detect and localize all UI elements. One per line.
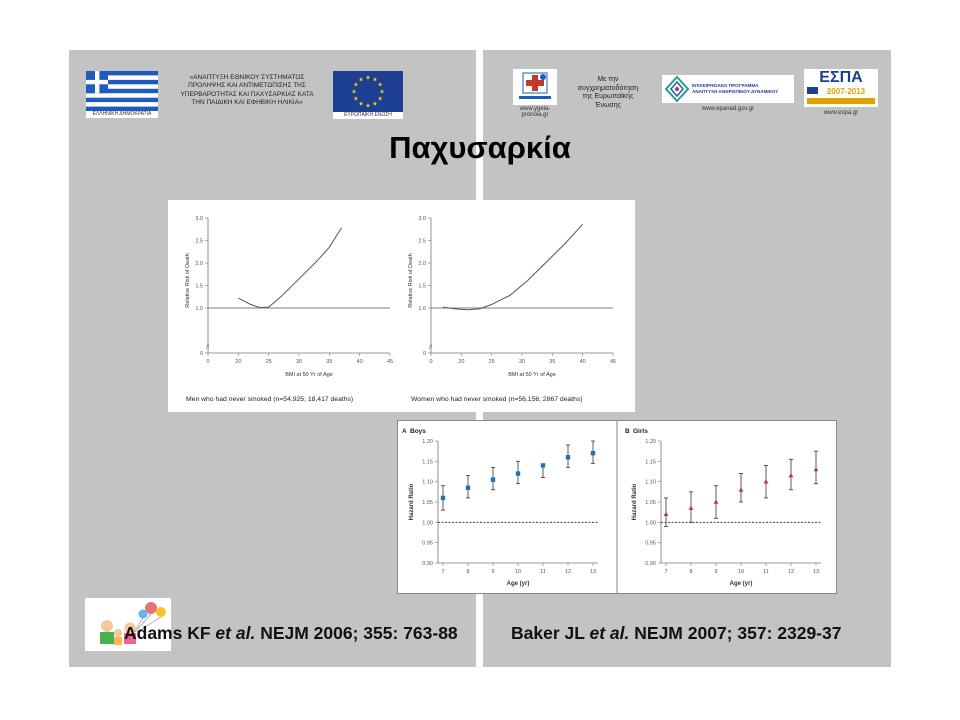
- y-tick-label: 1.10: [645, 479, 656, 486]
- y-tick-label: 1.5: [195, 283, 203, 290]
- epanad-line: ΕΠΙΧΕΙΡΗΣΙΑΚΟ ΠΡΟΓΡΑΜΜΑ: [692, 83, 759, 88]
- data-point: [764, 479, 769, 483]
- x-tick-label: 11: [763, 569, 769, 575]
- project-title-text: [168, 74, 326, 108]
- data-point: [664, 512, 669, 516]
- panel-title: Boys: [410, 428, 426, 435]
- y-tick-label: 3.0: [418, 216, 426, 222]
- ygeia-url: [510, 106, 560, 118]
- cofund-line: συγχρηματοδότηση: [577, 84, 639, 92]
- y-tick-label: 2.5: [195, 238, 203, 245]
- x-tick-label: 12: [564, 569, 572, 575]
- project-line: «ΑΝΑΠΤΥΞΗ ΕΘΝΙΚΟΥ ΣΥΣΤΗΜΑΤΟΣ: [189, 74, 305, 81]
- hazard-figure: [397, 420, 837, 594]
- citation-journal: NEJM 2007; 357: 2329-37: [634, 623, 842, 643]
- url-line: www.ygeia-: [519, 106, 551, 112]
- x-tick-label: 12: [787, 569, 795, 575]
- x-axis-label: Age (yr): [729, 581, 753, 587]
- x-tick-label: 0: [429, 359, 433, 365]
- x-tick-label: 0: [206, 359, 210, 365]
- espa-bar-icon: [804, 69, 878, 107]
- x-tick-label: 30: [295, 359, 303, 365]
- y-tick-label: 1.0: [418, 306, 426, 312]
- url-line: pronoia.gr: [521, 112, 549, 118]
- x-tick-label: 45: [386, 359, 394, 365]
- y-tick-label: 1.10: [422, 479, 433, 486]
- data-point: [441, 496, 445, 500]
- y-tick-label: 2.5: [418, 238, 426, 245]
- data-point: [739, 487, 744, 491]
- data-point: [466, 486, 470, 490]
- chart-caption: Women who had never smoked (n=56,156; 2867 deaths): [411, 396, 583, 403]
- y-tick-label: 1.05: [645, 500, 656, 506]
- x-tick-label: 25: [488, 359, 495, 365]
- x-tick-label: 40: [356, 359, 363, 365]
- espa-years: 2007-2013: [826, 87, 866, 96]
- project-line: ΤΗΝ ΠΑΙΔΙΚΗ ΚΑΙ ΕΦΗΒΙΚΗ ΗΛΙΚΙΑ»: [191, 99, 303, 107]
- epanad-line: ΑΝΑΠΤΥΞΗ ΑΝΘΡΩΠΙΝΟΥ ΔΥΝΑΜΙΚΟΥ: [692, 89, 779, 94]
- data-point: [689, 506, 694, 510]
- x-axis-label: BMI at 50 Yr of Age: [508, 372, 556, 378]
- cofund-line: Ένωσης: [594, 101, 622, 109]
- citation-journal: NEJM 2006; 355: 763-88: [260, 623, 458, 643]
- citation-etal: et al.: [215, 623, 256, 643]
- y-tick-label: 2.0: [195, 261, 203, 267]
- citation-etal: et al.: [589, 623, 630, 643]
- epanad-text: [692, 83, 778, 95]
- panel-letter: B: [625, 428, 630, 435]
- espa-logo: [804, 69, 878, 107]
- chart-caption: Men who had never smoked (n=54,925; 18,417 deaths): [186, 396, 354, 403]
- x-tick-label: 25: [265, 359, 272, 365]
- espa-url: www.espa.gr: [823, 110, 859, 116]
- data-point: [714, 499, 719, 503]
- x-tick-label: 7: [441, 569, 445, 575]
- citation-baker: [511, 623, 841, 644]
- y-tick-label: 1.05: [422, 500, 433, 506]
- x-tick-label: 11: [540, 569, 546, 575]
- data-point: [516, 471, 520, 475]
- cofund-line: Με την: [597, 76, 619, 83]
- y-tick-label: 0.95: [645, 540, 656, 547]
- data-point: [814, 467, 819, 471]
- epanad-emblem-icon: [664, 75, 690, 103]
- project-line: ΠΡΟΛΗΨΗΣ ΚΑΙ ΑΝΤΙΜΕΤΩΠΙΣΗΣ ΤΗΣ: [188, 82, 306, 90]
- page-title: Παχυσαρκία: [389, 130, 571, 165]
- bmi-chart: [168, 200, 635, 412]
- x-tick-label: 8: [689, 569, 693, 575]
- data-point: [591, 451, 595, 455]
- y-axis-label: Hazard Ratio: [632, 483, 638, 521]
- y-tick-label: 0.95: [422, 540, 433, 547]
- ministry-health-icon: [513, 69, 557, 105]
- x-tick-label: 35: [549, 359, 556, 365]
- y-tick-label: 1.5: [418, 283, 426, 290]
- data-point: [566, 455, 570, 459]
- x-tick-label: 8: [466, 569, 470, 575]
- hazard-chart: [398, 421, 836, 593]
- panel-title: Girls: [633, 428, 648, 435]
- espa-title: ΕΣΠΑ: [819, 69, 863, 86]
- relative-risk-curve: [443, 224, 583, 309]
- citation-adams: [124, 623, 458, 644]
- epanad-url: www.epanad.gov.gr: [701, 106, 755, 112]
- x-tick-label: 45: [609, 359, 617, 365]
- axis-break-mark: //: [206, 345, 210, 351]
- x-tick-label: 10: [737, 569, 745, 575]
- greek-flag-caption: ΕΛΛΗΝΙΚΗ ΔΗΜΟΚΡΑΤΙΑ: [92, 111, 152, 117]
- data-point: [541, 463, 545, 467]
- x-tick-label: 7: [664, 569, 668, 575]
- bmi-figure: [168, 200, 635, 412]
- y-tick-label: 1.00: [422, 520, 433, 527]
- cofunding-text: [568, 76, 648, 110]
- citation-authors: Adams KF: [124, 623, 211, 643]
- y-tick-label: 0.90: [422, 561, 433, 567]
- y-axis-label: Relative Risk of Death: [408, 253, 414, 308]
- y-tick-label: 0: [199, 351, 203, 357]
- y-tick-label: 2.0: [418, 261, 426, 267]
- citation-authors: Baker JL: [511, 623, 585, 643]
- x-tick-label: 13: [812, 569, 820, 575]
- relative-risk-curve: [238, 228, 341, 308]
- x-tick-label: 20: [235, 359, 242, 365]
- data-point: [789, 473, 794, 477]
- x-axis-label: BMI at 50 Yr of Age: [285, 372, 333, 378]
- x-tick-label: 9: [714, 569, 718, 575]
- y-axis-label: Hazard Ratio: [409, 483, 415, 521]
- panel-letter: A: [402, 428, 407, 435]
- y-tick-label: 1.15: [422, 459, 433, 466]
- y-tick-label: 1.15: [645, 459, 656, 466]
- y-tick-label: 1.0: [195, 306, 203, 312]
- x-tick-label: 40: [579, 359, 586, 365]
- x-tick-label: 20: [458, 359, 465, 365]
- y-tick-label: 3.0: [195, 216, 203, 222]
- y-tick-label: 1.20: [422, 439, 433, 445]
- ygeia-pronoia-logo: [513, 69, 557, 105]
- x-tick-label: 9: [491, 569, 495, 575]
- x-tick-label: 30: [518, 359, 526, 365]
- y-tick-label: 1.20: [645, 439, 656, 445]
- y-tick-label: 0.90: [645, 561, 656, 567]
- epanad-logo: [662, 75, 794, 103]
- x-axis-label: Age (yr): [506, 581, 530, 587]
- x-tick-label: 10: [514, 569, 522, 575]
- cofund-line: της Ευρωπαϊκής: [582, 93, 634, 100]
- y-tick-label: 0: [422, 351, 426, 357]
- x-tick-label: 35: [326, 359, 333, 365]
- x-tick-label: 13: [589, 569, 597, 575]
- y-tick-label: 1.00: [645, 520, 656, 527]
- data-point: [491, 477, 495, 481]
- axis-break-mark: //: [429, 345, 433, 351]
- project-line: ΥΠΕΡΒΑΡΟΤΗΤΑΣ ΚΑΙ ΠΑΧΥΣΑΡΚΙΑΣ ΚΑΤΑ: [180, 90, 314, 98]
- eu-caption: ΕΥΡΩΠΑΪΚΗ ΕΝΩΣΗ: [344, 112, 392, 118]
- y-axis-label: Relative Risk of Death: [185, 253, 191, 308]
